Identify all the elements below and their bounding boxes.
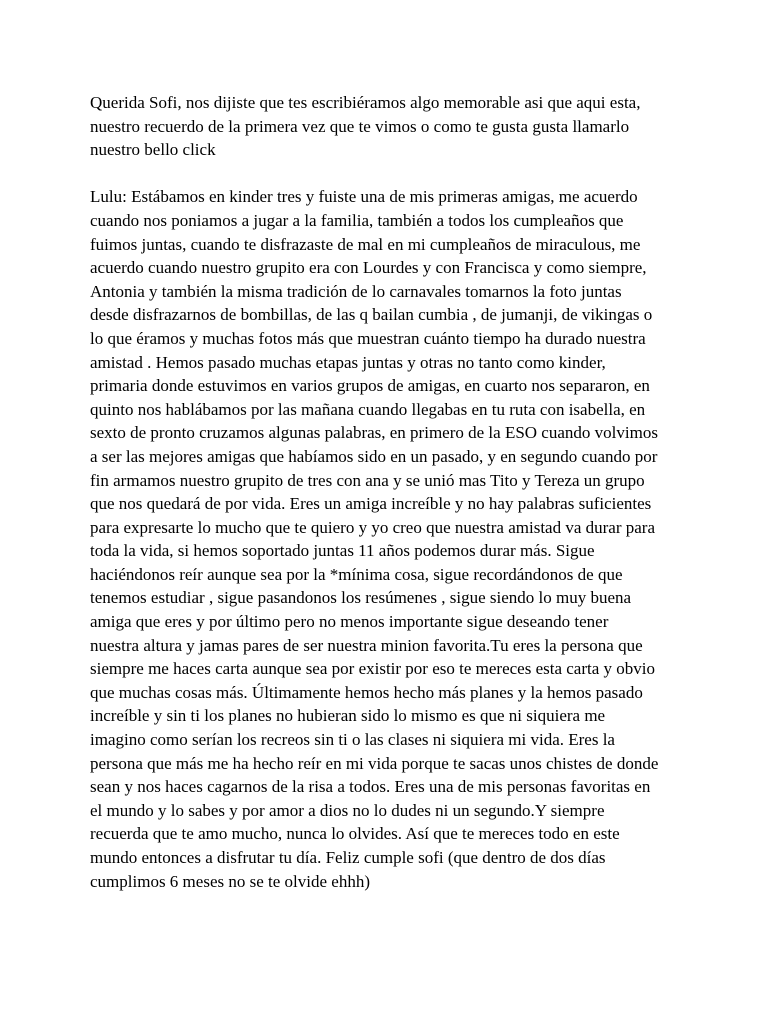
text-line: nuestra altura y jamas pares de ser nuestra minion favorita.Tu eres la persona que — [90, 635, 643, 655]
text-line: acuerdo cuando nuestro grupito era con Lourdes y con Francisca y como siempre, — [90, 258, 647, 278]
text-line: Antonia y también la misma tradición de lo carnavales tomarnos la foto juntas — [90, 281, 622, 301]
text-line: recuerda que te amo mucho, nunca lo olvides. Así que te mereces todo en este — [90, 824, 620, 844]
text-line: amiga que eres y por último pero no menos importante sigue deseando tener — [90, 612, 609, 632]
text-line: lo que éramos y muchas fotos más que muestran cuánto tiempo ha durado nuestra — [90, 328, 646, 348]
text-line: quinto nos hablábamos por las mañana cuando llegabas en tu ruta con isabella, en — [90, 399, 646, 419]
text-line: el mundo y lo sabes y por amor a dios no lo dudes ni un segundo.Y siempre — [90, 800, 605, 820]
text-line: primaria donde estuvimos en varios grupos de amigas, en cuarto nos separaron, en — [90, 376, 650, 396]
text-line: haciéndonos reír aunque sea por la *mínima cosa, sigue recordándonos de que — [90, 564, 623, 584]
paragraph-2 — [90, 185, 690, 893]
text-line: que muchas cosas más. Últimamente hemos hecho más planes y la hemos pasado — [90, 682, 643, 702]
text-line: para expresarte lo mucho que te quiero y yo creo que nuestra amistad va durar para — [90, 517, 656, 537]
text-line: cuando nos poniamos a jugar a la familia, también a todos los cumpleaños que — [90, 210, 624, 230]
text-line: sexto de pronto cruzamos algunas palabras, en primero de la ESO cuando volvimos — [90, 423, 658, 443]
paragraph-1 — [90, 91, 690, 162]
letter-document — [90, 91, 690, 893]
text-line: fuimos juntas, cuando te disfrazaste de mal en mi cumpleaños de miraculous, me — [90, 234, 641, 254]
text-line: cumplimos 6 meses no se te olvide ehhh) — [90, 871, 370, 891]
text-line: imagino como serían los recreos sin ti o las clases ni siquiera mi vida. Eres la — [90, 730, 615, 750]
text-line: a ser las mejores amigas que habíamos sido en un pasado, y en segundo cuando por — [90, 446, 658, 466]
text-line: toda la vida, si hemos soportado juntas 11 años podemos durar más. Sigue — [90, 541, 595, 561]
text-line: nuestro recuerdo de la primera vez que te vimos o como te gusta gusta llamarlo — [90, 116, 630, 136]
text-line: tenemos estudiar , sigue pasandonos los resúmenes , sigue siendo lo muy buena — [90, 588, 632, 608]
text-line: fin armamos nuestro grupito de tres con ana y se unió mas Tito y Tereza un grupo — [90, 470, 645, 490]
text-line: increíble y sin ti los planes no hubieran sido lo mismo es que ni siquiera me — [90, 706, 606, 726]
text-line: siempre me haces carta aunque sea por existir por eso te mereces esta carta y obvio — [90, 659, 656, 679]
text-line: amistad . Hemos pasado muchas etapas juntas y otras no tanto como kinder, — [90, 352, 606, 372]
text-line: sean y nos haces cagarnos de la risa a todos. Eres una de mis personas favoritas en — [90, 777, 651, 797]
text-line: desde disfrazarnos de bombillas, de las q bailan cumbia , de jumanji, de vikingas o — [90, 305, 653, 325]
text-line: mundo entonces a disfrutar tu día. Feliz cumple sofi (que dentro de dos días — [90, 848, 606, 867]
paragraph-gap — [90, 162, 690, 186]
text-line: nuestro bello click — [90, 140, 216, 160]
text-line: Querida Sofi, nos dijiste que tes escribiéramos algo memorable asi que aqui esta, — [90, 93, 641, 112]
text-line: persona que más me ha hecho reír en mi vida porque te sacas unos chistes de donde — [90, 753, 659, 773]
text-line: que nos quedará de por vida. Eres un amiga increíble y no hay palabras suficientes — [90, 494, 652, 514]
text-line: Lulu: Estábamos en kinder tres y fuiste una de mis primeras amigas, me acuerdo — [90, 187, 638, 207]
